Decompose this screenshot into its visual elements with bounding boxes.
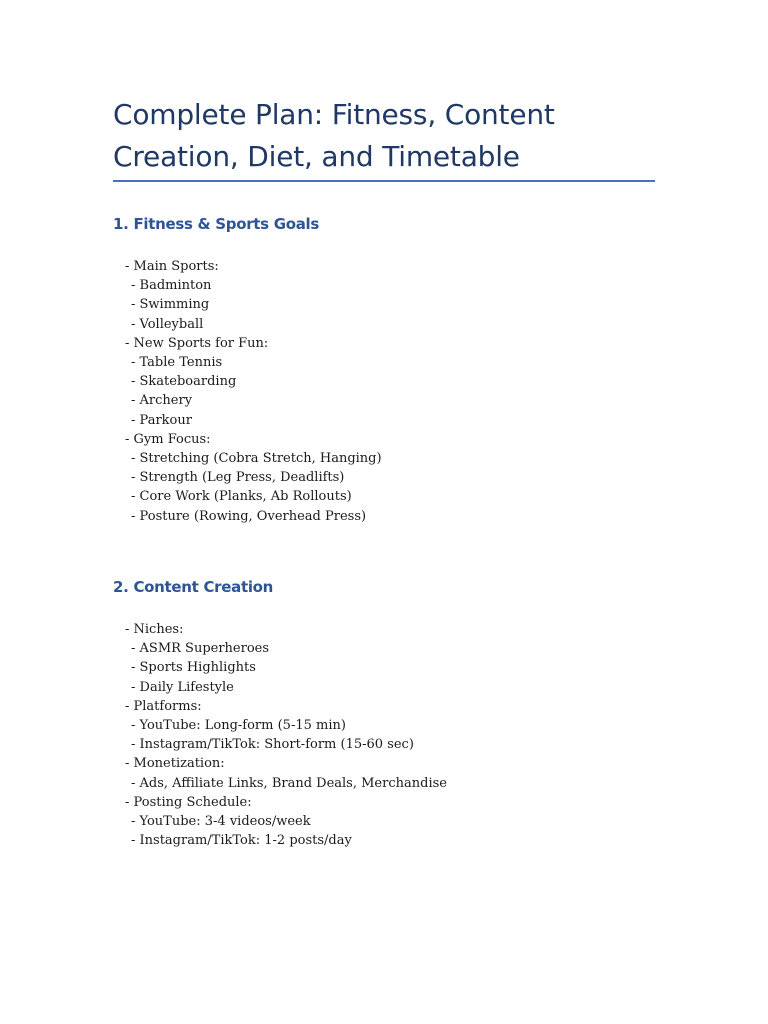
list-item: - Sports Highlights [131,660,256,676]
document-title-line-1: Complete Plan: Fitness, Content [113,98,555,131]
list-item: - ASMR Superheroes [131,641,270,657]
document-title [113,94,655,178]
list-item: - Platforms: [125,698,202,714]
list-item: - Table Tennis [131,355,223,371]
list-item: - Gym Focus: [125,431,211,447]
list-item: - Monetization: [125,756,225,772]
title-block [113,94,655,178]
list-item: - Volleyball [131,316,204,332]
list-item: - New Sports for Fun: [125,335,269,351]
list-item: - Stretching (Cobra Stretch, Hanging) [131,451,382,467]
list-item: - Daily Lifestyle [131,679,234,695]
section-heading-content-creation: 2. Content Creation [113,578,274,596]
list-item: - Instagram/TikTok: Short-form (15-60 sec) [131,737,414,753]
list-item: - Strength (Leg Press, Deadlifts) [131,470,345,486]
list-item: - Instagram/TikTok: 1-2 posts/day [131,833,352,849]
list-item: - Badminton [131,278,212,294]
section-heading-fitness: 1. Fitness & Sports Goals [113,215,320,233]
document-title-line-2: Creation, Diet, and Timetable [113,140,520,173]
title-underline-rule [113,180,655,182]
list-item: - Core Work (Planks, Ab Rollouts) [131,489,352,505]
list-item: - Archery [131,393,193,409]
list-item: - Niches: [125,622,184,637]
list-item: - Parkour [131,412,192,428]
list-item: - Main Sports: [125,259,219,274]
list-item: - YouTube: Long-form (5-15 min) [131,718,346,734]
fitness-goals-list [113,257,382,526]
list-item: - YouTube: 3-4 videos/week [131,814,311,830]
list-item: - Ads, Affiliate Links, Brand Deals, Merchandise [131,775,447,791]
content-creation-list [113,620,447,850]
list-item: - Skateboarding [131,374,237,390]
list-item: - Posture (Rowing, Overhead Press) [131,508,367,524]
list-item: - Posting Schedule: [125,794,252,810]
list-item: - Swimming [131,297,210,313]
